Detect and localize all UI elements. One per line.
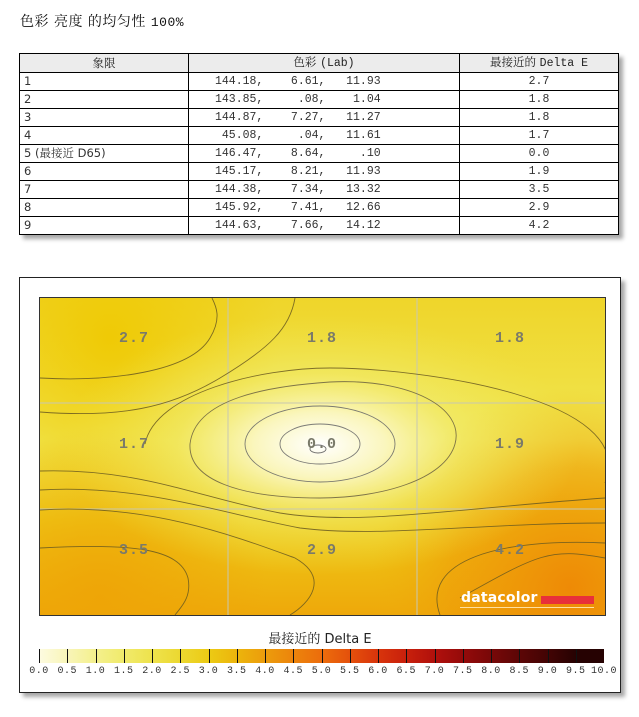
page-title: [20, 11, 184, 31]
colorbar-tick-label: 4.0: [255, 666, 275, 677]
colorbar-tick-label: 1.0: [85, 666, 106, 677]
colorbar-tick-label: 5.0: [311, 666, 332, 677]
colorbar-tick-label: 2.5: [170, 666, 190, 677]
cell-lab: 143.85, .08, 1.04: [189, 91, 460, 109]
colorbar-segment: [209, 649, 237, 663]
cell-lab: 45.08, .04, 11.61: [189, 127, 460, 145]
colorbar-segment: [548, 649, 576, 663]
heatmap-value-q4: 1.7: [118, 436, 149, 453]
delta-e-chart: [19, 277, 621, 693]
cell-lab: 144.63, 7.66, 14.12: [189, 217, 460, 235]
cell-lab: 146.47, 8.64, .10: [189, 145, 460, 163]
cell-lab: 145.92, 7.41, 12.66: [189, 199, 460, 217]
colorbar-ticks: [28, 666, 628, 680]
cell-quadrant: 5 (最接近 D65): [20, 145, 189, 163]
cell-delta-e: 1.8: [460, 109, 619, 127]
header-quadrant: 象限: [20, 54, 189, 73]
cell-lab: 144.18, 6.61, 11.93: [189, 73, 460, 91]
colorbar-segment: [152, 649, 180, 663]
header-color-label: 色彩: [293, 55, 317, 69]
uniformity-table-container: [19, 53, 619, 235]
heatmap-value-q8: 2.9: [306, 542, 337, 559]
cell-quadrant: 2: [20, 91, 189, 109]
table-row: [20, 145, 619, 163]
table-row: [20, 217, 619, 235]
cell-delta-e: 2.7: [460, 73, 619, 91]
heatmap-value-q1: 2.7: [118, 330, 149, 347]
cell-quadrant: 9: [20, 217, 189, 235]
colorbar-segment: [350, 649, 378, 663]
cell-delta-e: 1.7: [460, 127, 619, 145]
cell-delta-e: 0.0: [460, 145, 619, 163]
colorbar-segment: [406, 649, 434, 663]
datacolor-logo-bar: [541, 596, 594, 604]
datacolor-logo: datacolor: [461, 590, 538, 606]
table-row: [20, 163, 619, 181]
colorbar-segment: [237, 649, 265, 663]
datacolor-logo-underline: [460, 607, 594, 608]
heatmap-value-q7: 3.5: [118, 542, 149, 559]
colorbar-tick-label: 3.5: [226, 666, 247, 677]
title-label: 色彩 亮度 的均匀性: [20, 14, 146, 30]
colorbar-segment: [293, 649, 321, 663]
table-row: [20, 127, 619, 145]
cell-delta-e: 4.2: [460, 217, 619, 235]
colorbar-label: 最接近的 Delta E: [268, 632, 372, 647]
colorbar-segment: [491, 649, 519, 663]
table-row: [20, 199, 619, 217]
colorbar-segment: [576, 649, 604, 663]
colorbar-segment: [67, 649, 95, 663]
heatmap-plot: [39, 297, 606, 616]
colorbar: [39, 647, 604, 663]
heatmap-value-q5: 0.0: [306, 436, 337, 453]
colorbar-segment: [322, 649, 350, 663]
cell-quadrant: 8: [20, 199, 189, 217]
header-delta-unit: Delta E: [539, 57, 588, 70]
colorbar-tick-label: 2.0: [142, 666, 162, 677]
colorbar-tick-label: 10.0: [590, 666, 617, 677]
cell-delta-e: 2.9: [460, 199, 619, 217]
cell-delta-e: 1.8: [460, 91, 619, 109]
header-delta-label: 最接近的: [490, 55, 537, 69]
heatmap-value-q2: 1.8: [306, 330, 337, 347]
cell-lab: 144.38, 7.34, 13.32: [189, 181, 460, 199]
heatmap-value-q6: 1.9: [494, 436, 525, 453]
cell-lab: 144.87, 7.27, 11.27: [189, 109, 460, 127]
colorbar-segment: [39, 649, 67, 663]
cell-delta-e: 3.5: [460, 181, 619, 199]
heatmap-value-q9: 4.2: [494, 542, 525, 559]
header-color-unit: (Lab): [320, 57, 355, 70]
colorbar-segment: [180, 649, 208, 663]
cell-quadrant: 3: [20, 109, 189, 127]
colorbar-tick-label: 3.0: [198, 666, 219, 677]
colorbar-tick-label: 0.0: [29, 666, 49, 677]
colorbar-tick-label: 0.5: [57, 666, 77, 677]
colorbar-tick-label: 1.5: [113, 666, 134, 677]
colorbar-title: [20, 628, 620, 647]
table-row: [20, 181, 619, 199]
colorbar-segment: [265, 649, 293, 663]
colorbar-tick-label: 7.0: [424, 666, 445, 677]
table-row: [20, 73, 619, 91]
colorbar-segment: [96, 649, 124, 663]
colorbar-tick-label: 5.5: [339, 666, 360, 677]
colorbar-tick-label: 7.5: [452, 666, 473, 677]
cell-lab: 145.17, 8.21, 11.93: [189, 163, 460, 181]
header-delta-e: [460, 54, 619, 73]
colorbar-segment: [519, 649, 547, 663]
colorbar-tick-label: 4.5: [283, 666, 303, 677]
colorbar-segment: [378, 649, 406, 663]
title-percent: 100%: [150, 15, 185, 30]
cell-quadrant: 4: [20, 127, 189, 145]
table-header-row: [20, 54, 619, 73]
cell-quadrant: 1: [20, 73, 189, 91]
uniformity-table: [19, 53, 619, 235]
colorbar-tick-label: 9.5: [565, 666, 586, 677]
cell-delta-e: 1.9: [460, 163, 619, 181]
colorbar-segment: [463, 649, 491, 663]
colorbar-tick-label: 8.0: [481, 666, 501, 677]
colorbar-tick-label: 6.0: [368, 666, 388, 677]
table-row: [20, 91, 619, 109]
heatmap-value-q3: 1.8: [494, 330, 525, 347]
cell-quadrant: 7: [20, 181, 189, 199]
colorbar-tick-label: 8.5: [509, 666, 529, 677]
colorbar-tick-label: 6.5: [396, 666, 416, 677]
cell-quadrant: 6: [20, 163, 189, 181]
table-row: [20, 109, 619, 127]
colorbar-tick-label: 9.0: [537, 666, 558, 677]
header-color-lab: [189, 54, 460, 73]
colorbar-segment: [435, 649, 463, 663]
colorbar-segment: [124, 649, 152, 663]
